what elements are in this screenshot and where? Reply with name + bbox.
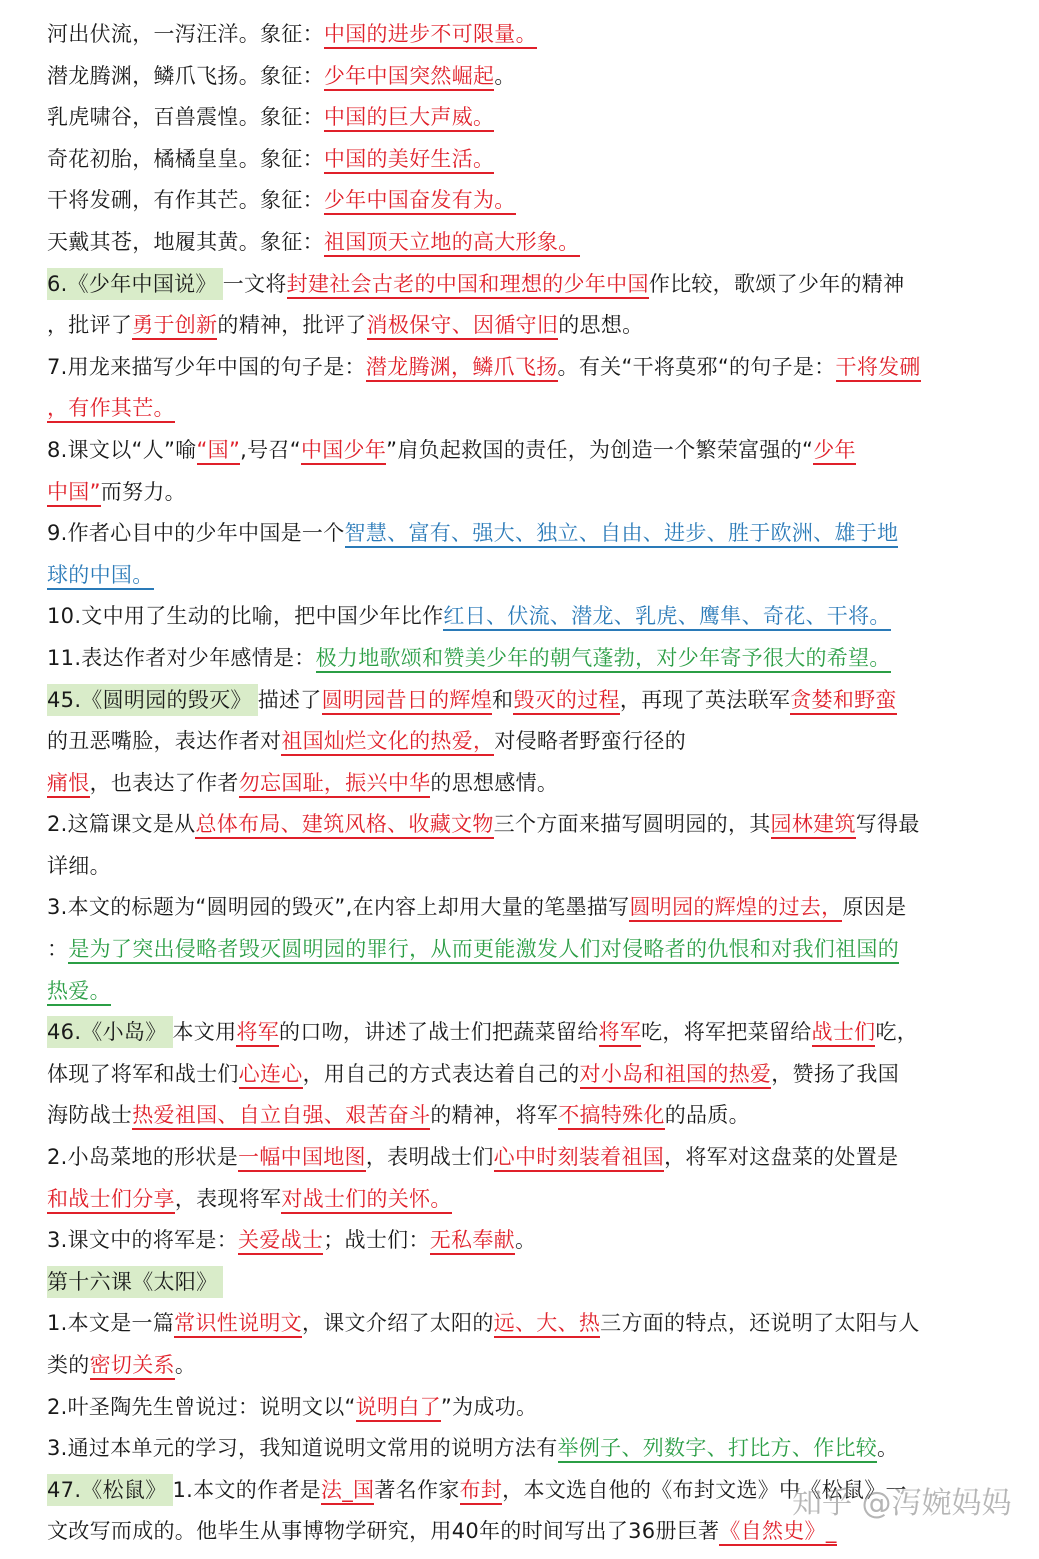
text-segment: 和 — [492, 687, 514, 712]
blue-underlined-answer: 智慧、富有、强大、独立、自由、进步、胜于欧洲、雄于地 — [345, 521, 899, 548]
red-underlined-answer: 贪婪和野蛮 — [790, 688, 897, 715]
text-segment: 1.本文是一篇 — [47, 1311, 175, 1336]
text-segment: ,号召“ — [240, 437, 301, 462]
text-segment: 2.叶圣陶先生曾说过：说明文以“ — [47, 1394, 356, 1419]
text-segment: 9.作者心目中的少年中国是一个 — [47, 521, 345, 546]
red-underlined-answer: 少年 — [813, 438, 856, 465]
highlighted-heading: 45.《圆明园的毁灭》 — [47, 684, 258, 716]
text-line — [47, 472, 1007, 514]
text-line — [47, 1262, 1007, 1304]
text-line — [47, 1387, 1007, 1429]
text-segment: ，批评了 — [47, 313, 133, 338]
red-underlined-answer: 布封 — [460, 1478, 503, 1505]
red-underlined-answer: 将军 — [599, 1020, 642, 1047]
text-segment: ；战士们： — [323, 1228, 430, 1253]
text-segment: ，将军对这盘菜的处置是 — [664, 1145, 899, 1170]
text-segment: 一文将 — [222, 271, 287, 296]
zhihu-watermark: 知乎 @泻婉妈妈 — [792, 1486, 1012, 1521]
text-segment: 的精神，将军 — [430, 1103, 559, 1128]
text-segment: 乳虎啸谷，百兽震惶。象征： — [47, 105, 324, 130]
study-notes-page — [47, 14, 1007, 1553]
text-line — [47, 180, 1007, 222]
green-underlined-answer: 极力地歌颂和赞美少年的朝气蓬勃，对少年寄予很大的希望。 — [316, 646, 891, 673]
red-underlined-answer: 中国少年 — [301, 438, 386, 465]
highlighted-heading: 46.《小岛》 — [47, 1016, 173, 1048]
red-underlined-answer: 圆明园的辉煌的过去， — [629, 895, 842, 922]
highlighted-heading: 6.《少年中国说》 — [47, 268, 223, 300]
red-underlined-answer: 战士们 — [812, 1020, 876, 1047]
red-underlined-answer: 祖国灿烂文化的热爱， — [281, 729, 494, 756]
green-underlined-answer: 是为了突出侵略者毁灭圆明园的罪行，从而更能激发人们对侵略者的仇恨和对我们祖国的 — [68, 937, 899, 964]
text-segment: ： — [47, 937, 69, 962]
text-line — [47, 430, 1007, 472]
text-segment: 三个方面来描写圆明园的，其 — [493, 812, 771, 837]
text-segment: ”为成功。 — [440, 1394, 538, 1419]
text-segment: 干将发硎，有作其芒。象征： — [47, 188, 324, 213]
text-line — [47, 56, 1007, 98]
text-segment: ，再现了英法联军 — [619, 687, 791, 712]
red-underlined-answer: 心连心 — [239, 1062, 303, 1089]
text-segment: 潜龙腾渊，鳞爪飞扬。象征： — [47, 63, 324, 88]
text-line — [47, 14, 1007, 56]
text-line — [47, 680, 1007, 722]
red-underlined-answer: 园林建筑 — [771, 812, 856, 839]
red-underlined-answer: 法_国 — [321, 1478, 374, 1505]
text-segment: 的思想感情。 — [430, 770, 559, 795]
text-segment: ，赞扬了我国 — [771, 1061, 900, 1086]
text-segment: 7.用龙来描写少年中国的句子是： — [47, 354, 366, 379]
red-underlined-answer: 说明白了 — [356, 1395, 441, 1422]
red-underlined-answer: 密切关系 — [90, 1353, 175, 1380]
text-line — [47, 804, 1007, 846]
text-segment: 本文用 — [172, 1020, 237, 1045]
text-line — [47, 264, 1007, 306]
text-segment: 而努力。 — [100, 479, 186, 504]
red-underlined-answer: 中国的巨大声威。 — [324, 105, 494, 132]
text-segment: 11.表达作者对少年感情是： — [47, 645, 316, 670]
text-segment: 文改写而成的。他毕生从事博物学研究，用40年的时间写出了36册巨著 — [47, 1519, 720, 1544]
text-line — [47, 222, 1007, 264]
red-underlined-answer: 毁灭的过程 — [513, 688, 620, 715]
text-segment: ”肩负起救国的责任，为创造一个繁荣富强的“ — [386, 437, 814, 462]
text-line — [47, 1012, 1007, 1054]
red-underlined-answer: 关爱战士 — [238, 1228, 323, 1255]
red-underlined-answer: 总体布局、建筑风格、收藏文物 — [195, 812, 493, 839]
red-underlined-answer: 中国的美好生活。 — [324, 147, 494, 174]
red-underlined-answer: 热爱祖国、自立自强、艰苦奋斗 — [132, 1103, 430, 1130]
text-line — [47, 97, 1007, 139]
text-line — [47, 763, 1007, 805]
text-line — [47, 388, 1007, 430]
text-segment: 对侵略者野蛮行径的 — [494, 729, 687, 754]
red-underlined-answer: 消极保守、因循守旧 — [367, 313, 559, 340]
text-segment: 体现了将军和战士们 — [47, 1061, 239, 1086]
text-segment: ，用自己的方式表达着自己的 — [302, 1061, 580, 1086]
text-segment: 。 — [877, 1436, 899, 1461]
green-underlined-answer: 热爱。 — [47, 979, 111, 1006]
text-segment: 作比较，歌颂了少年的精神 — [648, 271, 905, 296]
text-segment: 2.小岛菜地的形状是 — [47, 1145, 239, 1170]
text-line — [47, 1179, 1007, 1221]
blue-underlined-answer: 红日、伏流、潜龙、乳虎、鹰隼、奇花、干将。 — [443, 604, 890, 631]
text-segment: 类的 — [47, 1353, 90, 1377]
text-segment: 的品质。 — [664, 1103, 750, 1128]
text-segment: 吃，将军把菜留给 — [641, 1020, 812, 1045]
red-underlined-answer: 不搞特殊化 — [558, 1103, 665, 1130]
red-underlined-answer: 无私奉献 — [430, 1228, 515, 1255]
text-segment: 。 — [174, 1353, 197, 1377]
red-underlined-answer: 勇于创新 — [132, 313, 217, 340]
text-line — [47, 929, 1007, 971]
text-line — [47, 1054, 1007, 1096]
text-segment: 著名作家 — [374, 1477, 460, 1502]
red-underlined-answer: 祖国顶天立地的高大形象。 — [324, 230, 580, 257]
text-segment: ，表明战士们 — [365, 1145, 494, 1170]
red-underlined-answer: 常识性说明文 — [174, 1311, 302, 1338]
text-segment: ，也表达了作者 — [89, 770, 239, 795]
text-segment: 3.本文的标题为“圆明园的毁灭”,在内容上却用大量的笔墨描写 — [47, 895, 630, 920]
text-segment: 吃， — [875, 1020, 919, 1045]
text-line — [47, 1220, 1007, 1262]
text-segment: ，课文介绍了太阳的 — [301, 1311, 494, 1336]
text-line — [47, 1428, 1007, 1470]
text-segment: 三方面的特点，还说明了太阳与人 — [600, 1311, 920, 1336]
text-segment: ，表现将军 — [174, 1186, 282, 1211]
red-underlined-answer: 对小岛和祖国的热爱 — [580, 1062, 772, 1089]
red-underlined-answer: 潜龙腾渊，鳞爪飞扬 — [366, 355, 558, 382]
text-segment: 的精神，批评了 — [217, 313, 367, 338]
text-line — [47, 721, 1007, 763]
text-segment: 海防战士 — [47, 1103, 133, 1128]
text-line — [47, 846, 1007, 888]
red-underlined-answer: 心中时刻装着祖国 — [494, 1145, 664, 1172]
red-underlined-answer: 勿忘国耻，振兴中华 — [239, 771, 431, 798]
text-segment: 。 — [514, 1228, 537, 1253]
red-underlined-answer: 一幅中国地图 — [238, 1145, 366, 1172]
text-segment: 1.本文的作者是 — [172, 1477, 321, 1502]
red-underlined-answer: 干将发硎 — [836, 355, 921, 382]
highlighted-heading: 第十六课《太阳》 — [47, 1266, 223, 1298]
text-line — [47, 555, 1007, 597]
red-underlined-answer: 和战士们分享 — [47, 1187, 175, 1214]
text-segment: 8.课文以“人”喻 — [47, 437, 197, 462]
red-underlined-answer: 少年中国奋发有为。 — [324, 188, 516, 215]
text-segment: 写得最 — [855, 812, 920, 837]
red-underlined-answer: 中国的进步不可限量。 — [324, 22, 537, 49]
text-line — [47, 596, 1007, 638]
red-underlined-answer: 痛恨 — [47, 771, 90, 798]
green-underlined-answer: 举例子、列数字、打比方、作比较 — [558, 1436, 878, 1463]
text-segment: 奇花初胎，橘橘皇皇。象征： — [47, 146, 324, 171]
text-line — [47, 1303, 1007, 1345]
text-line — [47, 1345, 1007, 1387]
red-underlined-answer: “国” — [197, 438, 241, 465]
text-segment: 河出伏流，一泻汪洋。象征： — [47, 22, 324, 46]
text-segment: 的口吻，讲述了战士们把蔬菜留给 — [279, 1020, 599, 1045]
text-line — [47, 971, 1007, 1013]
red-underlined-answer: 远、大、热 — [494, 1311, 601, 1338]
red-underlined-answer: 对战士们的关怀。 — [281, 1187, 451, 1214]
text-line — [47, 305, 1007, 347]
text-segment: 10.文中用了生动的比喻，把中国少年比作 — [47, 604, 444, 629]
text-segment: 2.这篇课文是从 — [47, 812, 196, 837]
text-line — [47, 887, 1007, 929]
text-segment: 详细。 — [47, 853, 111, 878]
blue-underlined-answer: 球的中国。 — [47, 563, 154, 590]
text-line — [47, 638, 1007, 680]
text-line — [47, 347, 1007, 389]
red-underlined-answer: 封建社会古老的中国和理想的少年中国 — [287, 272, 649, 299]
text-line — [47, 139, 1007, 181]
red-underlined-answer: 圆明园昔日的辉煌 — [322, 688, 492, 715]
text-segment: 3.课文中的将军是： — [47, 1228, 239, 1253]
red-underlined-answer: 少年中国突然崛起 — [324, 64, 494, 91]
text-segment: 的思想。 — [558, 313, 644, 338]
text-segment: 天戴其苍，地履其黄。象征： — [47, 229, 324, 254]
red-underlined-answer: 《自然史》_ — [719, 1519, 836, 1546]
red-underlined-answer: 中国” — [47, 480, 101, 507]
red-underlined-answer: ，有作其芒。 — [47, 396, 175, 423]
text-segment: 原因是 — [842, 895, 907, 920]
text-line — [47, 513, 1007, 555]
text-segment: 的丑恶嘴脸，表达作者对 — [47, 729, 282, 754]
text-segment: 描述了 — [257, 687, 322, 712]
red-underlined-answer: 将军 — [236, 1020, 279, 1047]
highlighted-heading: 47.《松鼠》 — [47, 1474, 173, 1506]
text-segment: 。 — [494, 63, 516, 88]
text-line — [47, 1137, 1007, 1179]
text-segment: 3.通过本单元的学习，我知道说明文常用的说明方法有 — [47, 1436, 558, 1461]
text-segment: 。有关“干将莫邪“的句子是： — [557, 354, 836, 379]
text-segment: ，本文选自他的《布封文选》中《松鼠》一 — [502, 1477, 907, 1502]
text-line — [47, 1095, 1007, 1137]
